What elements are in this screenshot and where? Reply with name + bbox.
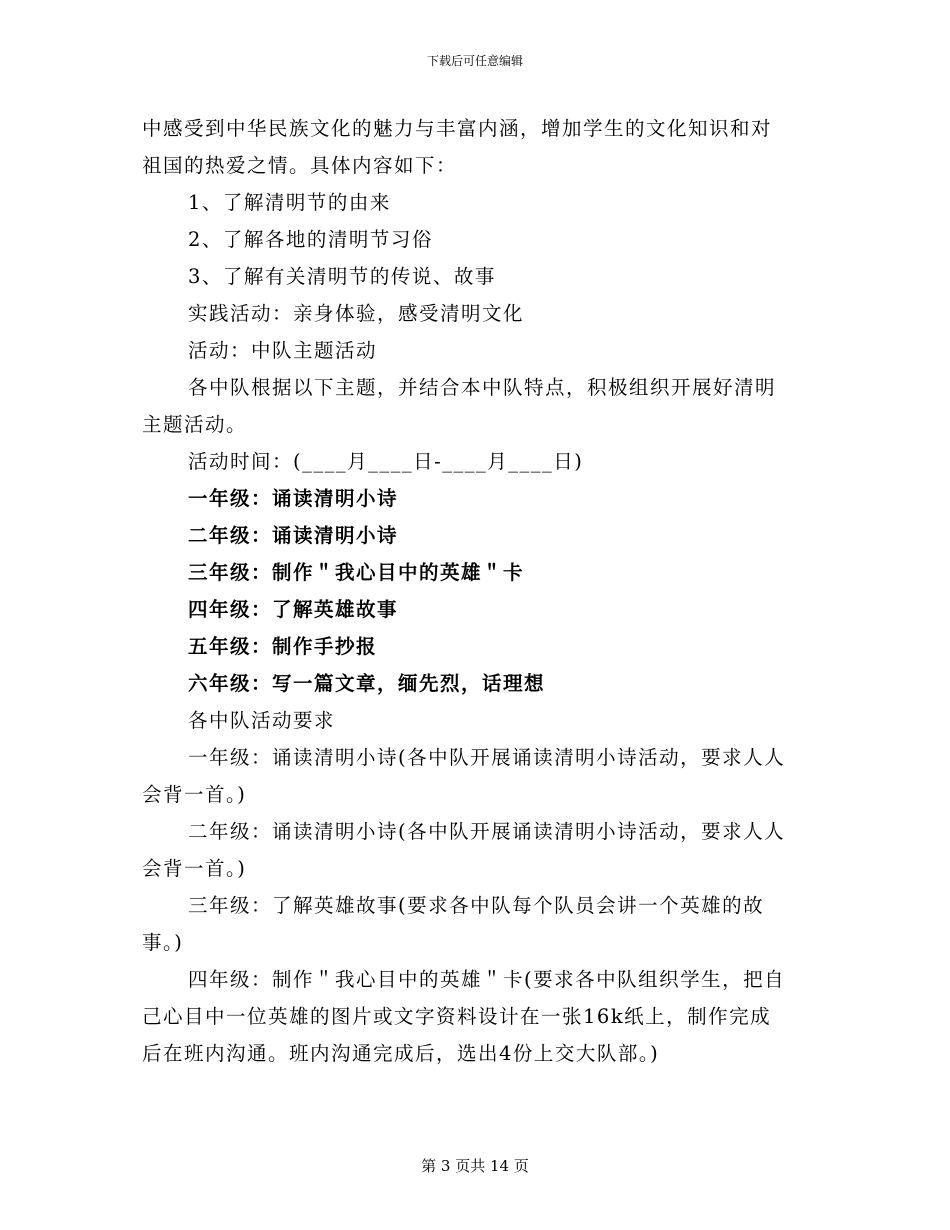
paragraph-continuation: 会背一首。): [142, 783, 247, 806]
grade-requirement: 二年级：诵读清明小诗(各中队开展诵读清明小诗活动，要求人人: [188, 820, 786, 843]
list-item: 3、了解有关清明节的传说、故事: [188, 265, 496, 288]
paragraph-continuation: 事。): [142, 931, 184, 954]
section-heading: 实践活动：亲身体验，感受清明文化: [188, 302, 525, 325]
paragraph: 各中队根据以下主题，并结合本中队特点，积极组织开展好清明: [188, 376, 777, 399]
paragraph-continuation: 祖国的热爱之情。具体内容如下：: [142, 154, 458, 177]
page-footer: 第 3 页共 14 页: [421, 1157, 529, 1175]
grade-theme: 四年级：了解英雄故事: [188, 598, 399, 621]
grade-theme: 一年级：诵读清明小诗: [188, 487, 399, 510]
paragraph: 中感受到中华民族文化的魅力与丰富内涵，增加学生的文化知识和对: [142, 117, 773, 140]
grade-requirement: 四年级：制作＂我心目中的英雄＂卡(要求各中队组织学生，把自: [188, 968, 786, 991]
document-body: [142, 110, 812, 1072]
grade-theme: 五年级：制作手抄报: [188, 635, 378, 658]
grade-theme: 六年级：写一篇文章，缅先烈，话理想: [188, 672, 546, 695]
section-heading: 活动：中队主题活动: [188, 339, 378, 362]
grade-requirement: 一年级：诵读清明小诗(各中队开展诵读清明小诗活动，要求人人: [188, 746, 786, 769]
section-heading: 各中队活动要求: [188, 709, 336, 732]
paragraph-continuation: 会背一首。): [142, 857, 247, 880]
grade-theme: 二年级：诵读清明小诗: [188, 524, 399, 547]
paragraph-continuation: 主题活动。: [142, 413, 248, 436]
page-header: 下载后可任意编辑: [426, 54, 523, 68]
activity-time: 活动时间：(____月____日-____月____日): [188, 450, 584, 473]
grade-requirement: 三年级：了解英雄故事(要求各中队每个队员会讲一个英雄的故: [188, 894, 765, 917]
paragraph-continuation: 己心目中一位英雄的图片或文字资料设计在一张16k纸上，制作完成: [142, 1005, 772, 1028]
list-item: 1、了解清明节的由来: [188, 191, 391, 214]
paragraph-continuation: 后在班内沟通。班内沟通完成后，选出4份上交大队部。): [142, 1042, 660, 1065]
list-item: 2、了解各地的清明节习俗: [188, 228, 433, 251]
grade-theme: 三年级：制作＂我心目中的英雄＂卡: [188, 561, 525, 584]
